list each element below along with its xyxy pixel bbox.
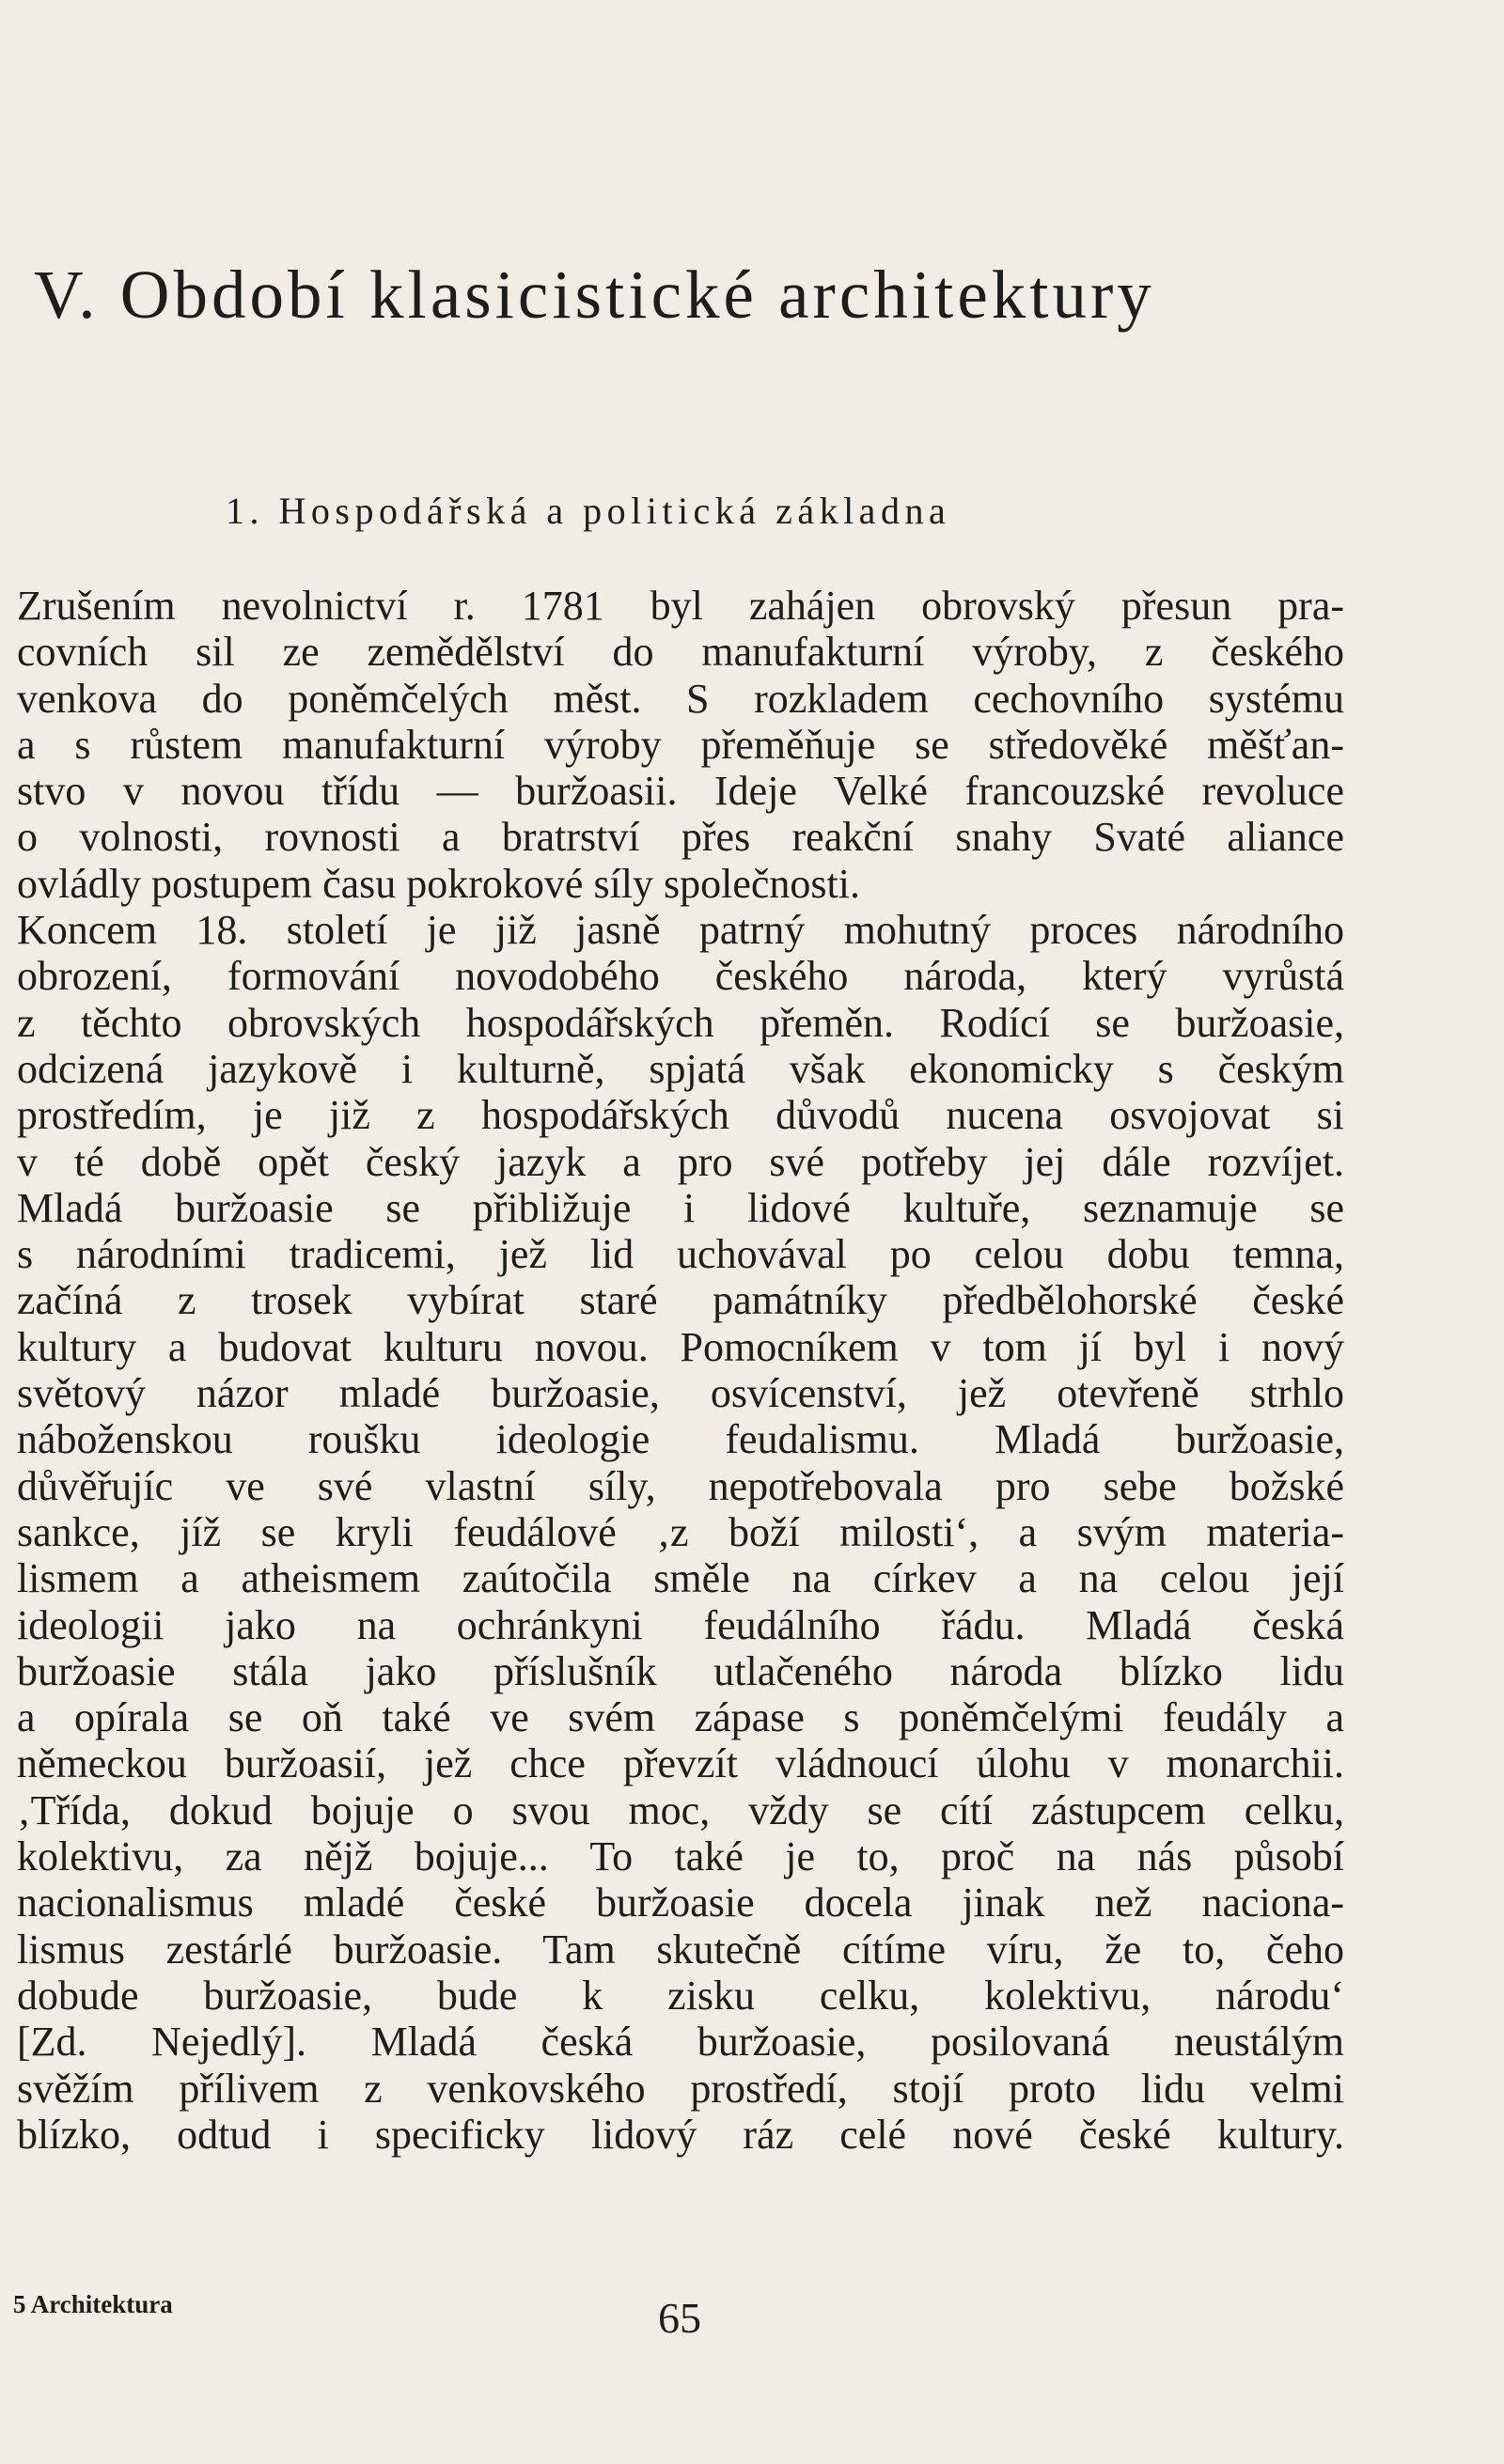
text-line: ovládly postupem času pokrokové síly společnosti. xyxy=(17,860,860,907)
text-line: ‚Třída, dokud bojuje o svou moc, vždy se cítí zástupcem celku, xyxy=(17,1786,1344,1833)
text-line: [Zd. Nejedlý]. Mladá česká buržoasie, posilovaná neustálým xyxy=(17,2019,1344,2066)
text-line: svěžím přílivem z venkovského prostředí, stojí proto lidu velmi xyxy=(17,2065,1344,2112)
text-line: sankce, jíž se kryli feudálové ‚z boží milosti‘, a svým materia- xyxy=(17,1508,1344,1555)
text-line: o volnosti, rovnosti a bratrství přes reakční snahy Svaté aliance xyxy=(17,814,1344,861)
text-line: kultury a budovat kulturu novou. Pomocníkem v tom jí byl i nový xyxy=(17,1323,1344,1370)
text-line: v té době opět český jazyk a pro své potřeby jej dále rozvíjet. xyxy=(17,1138,1344,1185)
page-number: 65 xyxy=(658,2294,701,2342)
text-line: německou buržoasií, jež chce převzít vládnoucí úlohu v monarchii. xyxy=(17,1740,1344,1787)
text-line: prostředím, je již z hospodářských důvodů nucena osvojovat si xyxy=(17,1092,1344,1139)
text-line: kolektivu, za nějž bojuje... To také je to, proč na nás působí xyxy=(17,1833,1344,1880)
text-line: buržoasie stála jako příslušník utlačeného národa blízko lidu xyxy=(17,1647,1344,1694)
text-line: covních sil ze zemědělství do manufakturní výroby, z českého xyxy=(17,629,1344,676)
text-line: důvěřujíc ve své vlastní síly, nepotřebovala pro sebe božské xyxy=(17,1462,1344,1509)
printer-signature: 5 Architektura xyxy=(13,2290,173,2318)
text-line: venkova do poněmčelých měst. S rozkladem cechovního systému xyxy=(17,675,1344,722)
text-line: dobude buržoasie, bude k zisku celku, kolektivu, národu‘ xyxy=(17,1972,1344,2019)
text-line: lismem a atheismem zaútočila směle na církev a na celou její xyxy=(17,1555,1344,1602)
text-line: nacionalismus mladé české buržoasie docela jinak než naciona- xyxy=(17,1879,1344,1926)
text-line: ideologii jako na ochránkyni feudálního řádu. Mladá česká xyxy=(17,1601,1344,1648)
text-line: z těchto obrovských hospodářských přeměn. Rodící se buržoasie, xyxy=(17,999,1344,1046)
section-title: 1. Hospodářská a politická základna xyxy=(226,490,951,532)
text-line: světový názor mladé buržoasie, osvícenství, jež otevřeně strhlo xyxy=(17,1370,1344,1417)
body-text xyxy=(17,583,1344,2158)
text-line: začíná z trosek vybírat staré památníky předbělohorské české xyxy=(17,1277,1344,1324)
text-line: a s růstem manufakturní výroby přeměňuje se středověké měšťan- xyxy=(17,721,1344,768)
text-line: a opírala se oň také ve svém zápase s poněmčelými feudály a xyxy=(17,1694,1344,1741)
text-line: s národními tradicemi, jež lid uchovával po celou dobu temna, xyxy=(17,1231,1344,1278)
text-line: náboženskou roušku ideologie feudalismu. Mladá buržoasie, xyxy=(17,1416,1344,1463)
text-line: lismus zestárlé buržoasie. Tam skutečně cítíme víru, že to, čeho xyxy=(17,1926,1344,1973)
text-line: odcizená jazykově i kulturně, spjatá však ekonomicky s českým xyxy=(17,1045,1344,1092)
text-line: Koncem 18. století je již jasně patrný mohutný proces národního xyxy=(17,907,1344,954)
text-line: blízko, odtud i specificky lidový ráz celé nové české kultury. xyxy=(17,2111,1344,2158)
chapter-title: V. Období klasicistické architektury xyxy=(34,257,1155,333)
text-line: Zrušením nevolnictví r. 1781 byl zahájen obrovský přesun pra- xyxy=(17,583,1344,629)
text-line: obrození, formování novodobého českého národa, který vyrůstá xyxy=(17,953,1344,1000)
text-line: stvo v novou třídu — buržoasii. Ideje Velké francouzské revoluce xyxy=(17,768,1344,815)
text-line: Mladá buržoasie se přibližuje i lidové kultuře, seznamuje se xyxy=(17,1184,1344,1231)
